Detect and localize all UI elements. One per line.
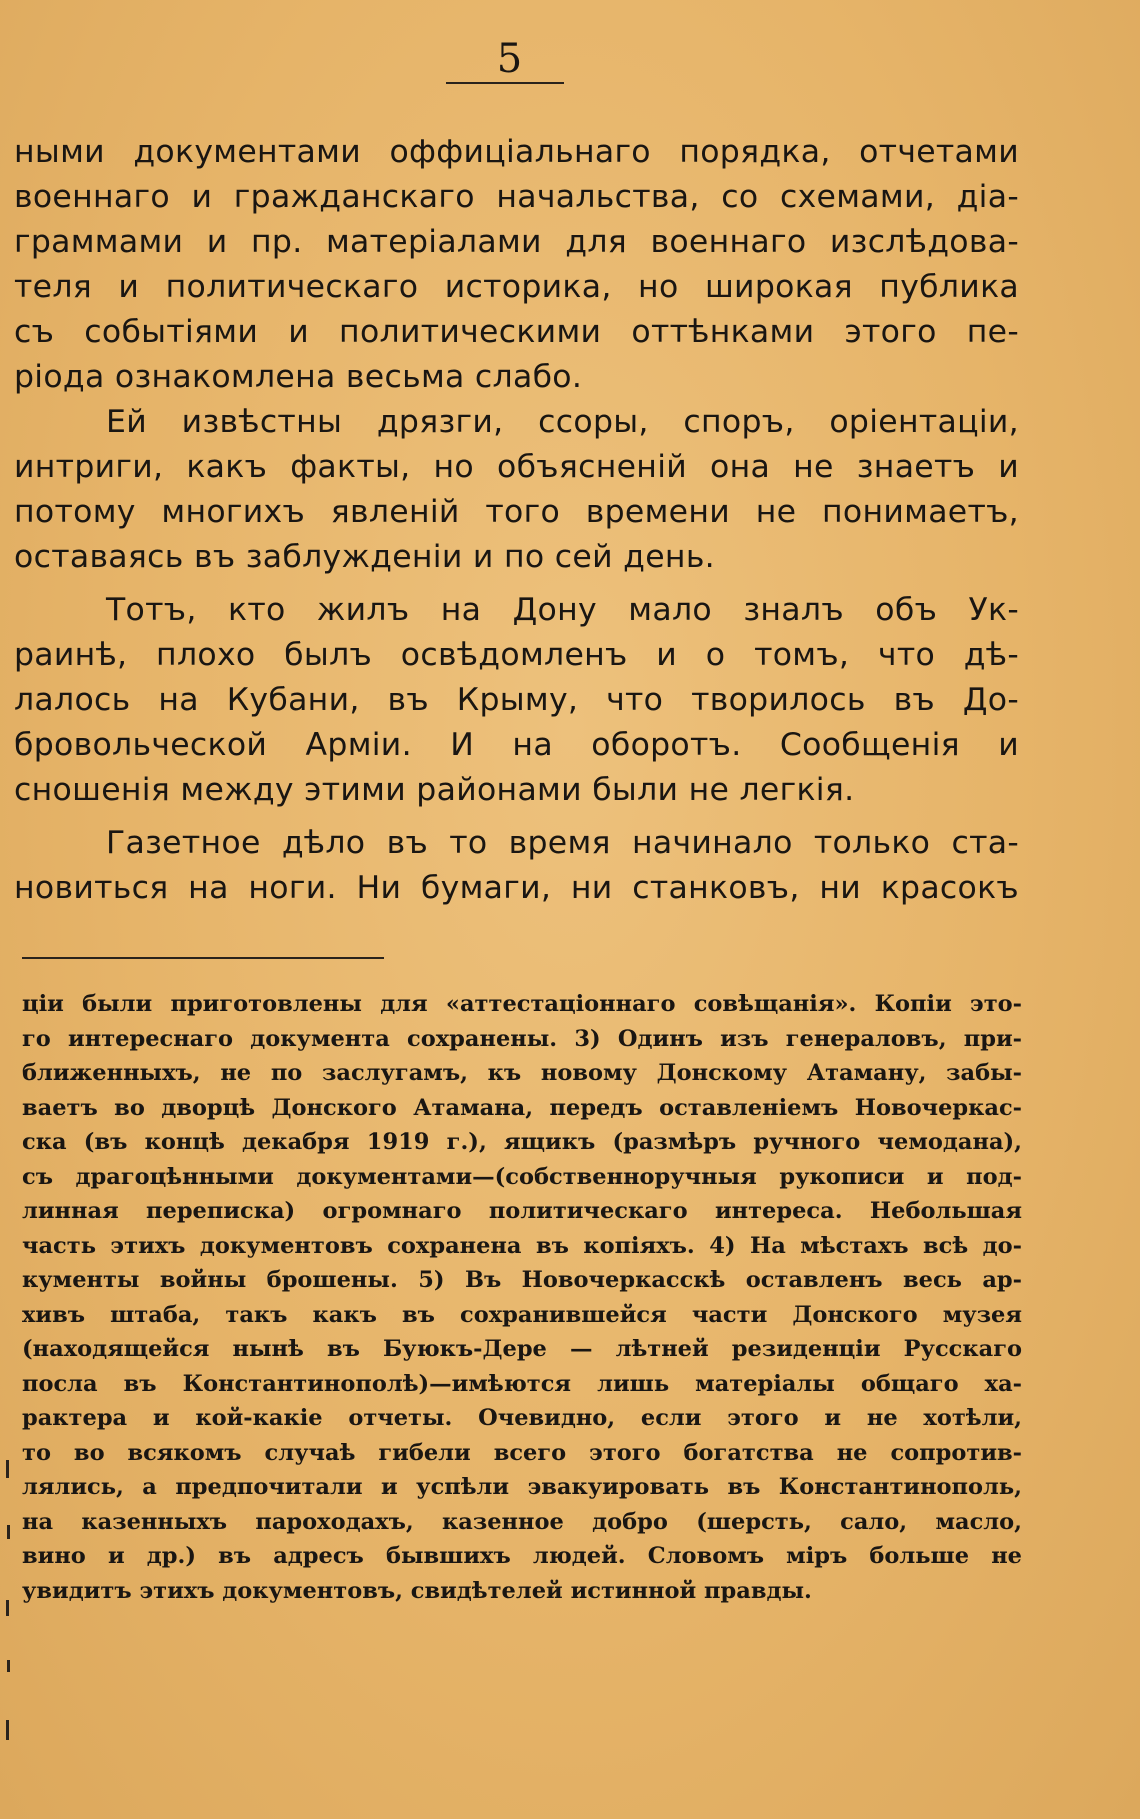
text-line: теля и политическаго историка, но широкая публика	[14, 269, 1019, 305]
text-line: Ей извѣстны дрязги, ссоры, споръ, оріентаціи,	[106, 404, 1019, 440]
footnote-line: ска (въ концѣ декабря 1919 г.), ящикъ (размѣръ ручного чемодана),	[22, 1129, 1022, 1155]
text-line: бровольческой Арміи. И на оборотъ. Сообщенія и	[14, 727, 1019, 763]
footnote-line: съ драгоцѣнными документами—(собственноручныя рукописи и под-	[22, 1163, 1022, 1190]
text-line: раинѣ, плохо былъ освѣдомленъ и о томъ, что дѣ-	[14, 637, 1019, 673]
footnote-line: линная переписка) огромнаго политическаго интереса. Небольшая	[22, 1198, 1022, 1224]
text-line: потому многихъ явленій того времени не понимаетъ,	[14, 494, 1019, 530]
footnote-line: (находящейся нынѣ въ Буюкъ-Дере — лѣтней резиденціи Русскаго	[22, 1336, 1022, 1362]
text-line: ными документами оффиціальнаго порядка, отчетами	[14, 134, 1019, 170]
scan-edge-mark	[7, 1525, 10, 1539]
paragraph-1	[14, 130, 1019, 400]
text-line: оставаясь въ заблужденіи и по сей день.	[14, 539, 715, 575]
paragraph-4	[14, 821, 1019, 911]
text-line: военнаго и гражданскаго начальства, со схемами, діа-	[14, 179, 1019, 215]
text-line: Газетное дѣло въ то время начинало только ста-	[106, 825, 1019, 861]
paragraph-3	[14, 588, 1019, 813]
scan-edge-mark	[7, 1660, 10, 1672]
scan-edge-mark	[6, 1720, 9, 1740]
footnote-line: хивъ штаба, такъ какъ въ сохранившейся части Донского музея	[22, 1301, 1022, 1328]
footnote-line: то во всякомъ случаѣ гибели всего этого богатства не сопротив-	[22, 1439, 1022, 1466]
text-line: сношенія между этими районами были не легкія.	[14, 772, 855, 808]
body-text	[14, 130, 1019, 911]
text-line: новиться на ноги. Ни бумаги, ни станковъ, ни красокъ	[14, 870, 1019, 906]
footnote-line: рактера и кой-какіе отчеты. Очевидно, если этого и не хотѣли,	[22, 1405, 1022, 1431]
footnote-line: ціи были приготовлены для «аттестаціоннаго совѣщанія». Копіи это-	[22, 991, 1022, 1017]
page-number: 5	[496, 36, 524, 82]
text-line: Тотъ, кто жилъ на Дону мало зналъ объ Ук-	[106, 592, 1019, 628]
footnote-line: ваетъ во дворцѣ Донского Атамана, передъ оставленіемъ Новочеркас-	[22, 1094, 1022, 1121]
text-line: граммами и пр. матеріалами для военнаго изслѣдова-	[14, 224, 1019, 260]
paragraph-2	[14, 400, 1019, 580]
footnote-line: кументы войны брошены. 5) Въ Новочеркасскѣ оставленъ весь ар-	[22, 1267, 1022, 1293]
footnote-rule	[22, 957, 384, 959]
text-line: интриги, какъ факты, но объясненій она не знаетъ и	[14, 449, 1019, 485]
page-number-rule	[446, 82, 564, 84]
text-line: ріода ознакомлена весьма слабо.	[14, 359, 583, 395]
scan-edge-mark	[6, 1460, 9, 1478]
footnote-line: посла въ Константинополѣ)—имѣются лишь матеріалы общаго ха-	[22, 1370, 1022, 1397]
text-line: лалось на Кубани, въ Крыму, что творилось въ До-	[14, 682, 1019, 718]
scan-edge-mark	[6, 1600, 9, 1616]
footnote	[22, 987, 1022, 1608]
footnote-line: го интереснаго документа сохранены. 3) Одинъ изъ генераловъ, при-	[22, 1025, 1022, 1052]
footnote-line: ближенныхъ, не по заслугамъ, къ новому Донскому Атаману, забы-	[22, 1060, 1022, 1086]
footnote-line: вино и др.) въ адресъ бывшихъ людей. Словомъ міръ больше не	[22, 1543, 1022, 1569]
footnote-line: часть этихъ документовъ сохранена въ копіяхъ. 4) На мѣстахъ всѣ до-	[22, 1232, 1022, 1259]
text-line: съ событіями и политическими оттѣнками этого пе-	[14, 314, 1019, 350]
footnote-line: увидитъ этихъ документовъ, свидѣтелей истинной правды.	[22, 1577, 812, 1604]
footnote-line: на казенныхъ пароходахъ, казенное добро (шерсть, сало, масло,	[22, 1508, 1022, 1535]
footnote-line: лялись, а предпочитали и успѣли эвакуировать въ Константинополь,	[22, 1474, 1022, 1500]
